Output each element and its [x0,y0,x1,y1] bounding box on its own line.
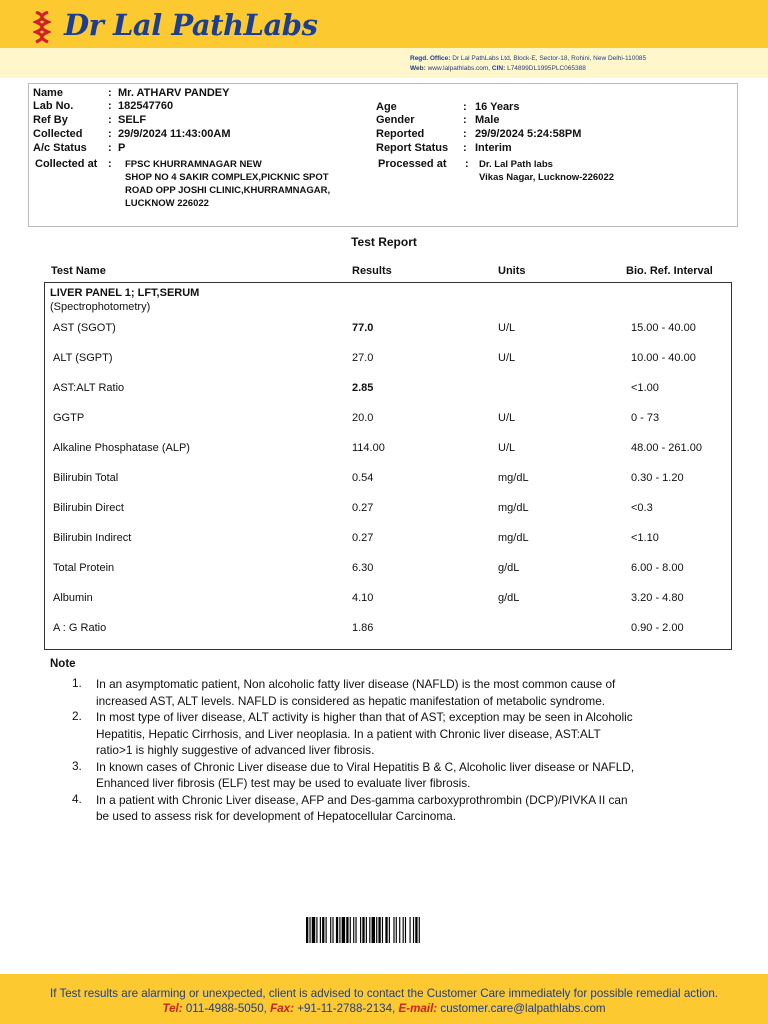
test-name: Bilirubin Indirect [53,532,132,544]
test-ref-interval: 48.00 - 261.00 [631,442,702,454]
test-result: 77.0 [352,322,374,334]
test-result: 0.27 [352,502,374,514]
test-ref-interval: 0.90 - 2.00 [631,622,684,634]
tel-value: 011-4988-5050, [185,1002,267,1015]
note-text-line: In known cases of Chronic Liver disease due to Viral Hepatitis B & C, Alcoholic liver disease or NAFLD, [96,759,635,774]
test-ref-interval: 0.30 - 1.20 [631,472,684,484]
note-title: Note [50,658,76,670]
reported-datetime: 29/9/2024 5:24:58PM [475,128,582,140]
reported-label: Reported [376,128,425,140]
footer-contact [0,1002,768,1015]
test-result: 6.30 [352,562,374,574]
note-number: 4. [72,791,82,806]
results-table [44,282,732,650]
ref-by: SELF [118,114,147,126]
brand-logo-text: Dr Lal PathLabs [64,8,318,42]
acstatus-label: A/c Status [33,142,87,154]
footer-advisory: If Test results are alarming or unexpected, client is advised to contact the Customer Care immediately for possible remedial action. [49,987,719,1000]
age-value: 16 Years [475,101,520,113]
collected-at-line: SHOP NO 4 SAKIR COMPLEX,PICKNIC SPOT [125,172,329,183]
col-header-test-name: Test Name [51,265,106,277]
dna-logo-icon [33,11,51,45]
test-unit: U/L [498,352,516,364]
colon: : [463,114,467,126]
test-name: A : G Ratio [53,622,107,634]
colon: : [463,142,467,154]
processed-at-line: Dr. Lal Path labs [479,159,553,170]
test-ref-interval: 15.00 - 40.00 [631,322,696,334]
lab-number: 182547760 [118,100,174,112]
note-text-line: In an asymptomatic patient, Non alcoholic fatty liver disease (NAFLD) is the most common cause of [96,677,616,691]
test-name: AST:ALT Ratio [53,382,125,394]
test-unit: mg/dL [498,472,529,484]
gender-label: Gender [376,114,415,126]
collected-at-line: ROAD OPP JOSHI CLINIC,KHURRAMNAGAR, [125,185,331,196]
test-unit: U/L [498,412,516,424]
colon: : [463,101,467,113]
labno-label: Lab No. [33,100,74,112]
test-unit: g/dL [498,592,520,604]
test-name: Bilirubin Direct [53,502,124,514]
colon: : [108,87,112,99]
test-ref-interval: 3.20 - 4.80 [631,592,684,604]
report-title: Test Report [351,235,417,249]
email-value: customer.care@lalpathlabs.com [440,1002,606,1015]
test-result: 0.27 [352,532,374,544]
test-result: 114.00 [352,442,385,454]
registered-office: Regd. Office: Dr Lal PathLabs Ltd, Block-E, Sector-18, Rohini, New Delhi-110085 Web: www.lalpathlabs.com, CIN: L74899DL1995PLC065388 [410,55,647,72]
test-name: GGTP [53,412,85,424]
note-text-line: ratio>1 is highly suggestive of advanced liver fibrosis. [96,743,375,757]
test-unit: mg/dL [498,532,529,544]
test-ref-interval: 10.00 - 40.00 [631,352,696,364]
test-name: Albumin [53,592,93,604]
col-header-ref-interval: Bio. Ref. Interval [626,265,713,277]
note-text-line: Hepatitis, Hepatic Cirrhosis, and Liver neoplasia. In a patient with Chronic liver disease, AST:ALT [96,726,601,741]
fax-value: +91-11-2788-2134, [297,1002,396,1015]
colon: : [465,158,469,170]
test-name: Alkaline Phosphatase (ALP) [53,442,190,454]
colon: : [463,128,467,140]
note-text-line: increased AST, ALT levels. NAFLD is considered as hepatic manifestation of metabolic syndrome. [96,693,606,708]
test-unit: g/dL [498,562,520,574]
report-status: Interim [475,142,512,154]
col-header-results: Results [352,265,392,277]
test-ref-interval: <1.10 [631,532,659,544]
test-result: 27.0 [352,352,374,364]
note-text-line: be used to assess risk for development of Hepatocellular Carcinoma. [96,809,456,823]
test-ref-interval: <1.00 [631,382,659,394]
test-ref-interval: 6.00 - 8.00 [631,562,684,574]
note-text-line: In most type of liver disease, ALT activity is higher than that of AST; exception may be seen in Alcoholic [96,710,633,724]
collectedat-label: Collected at [35,158,98,170]
test-ref-interval: <0.3 [631,502,653,514]
test-name: Total Protein [53,562,115,574]
colon: : [108,100,112,112]
test-unit: mg/dL [498,502,529,514]
test-name: Bilirubin Total [53,472,119,484]
note-text-line: Enhanced liver fibrosis (ELF) test may be used to evaluate liver fibrosis. [96,776,471,790]
test-result: 4.10 [352,592,374,604]
panel-method: (Spectrophotometry) [50,301,151,313]
test-unit: U/L [498,442,516,454]
colon: : [108,128,112,140]
patient-name: Mr. ATHARV PANDEY [118,87,230,99]
collected-at-line: FPSC KHURRAMNAGAR NEW [125,159,262,170]
name-label: Name [33,87,63,99]
test-result: 2.85 [352,382,374,394]
gender-value: Male [475,114,500,126]
colon: : [108,114,112,126]
note-number: 2. [72,709,82,723]
collected-at-line: LUCKNOW 226022 [125,198,209,209]
test-name: AST (SGOT) [53,322,116,334]
note-number: 1. [72,676,82,690]
test-result: 20.0 [352,412,374,424]
collected-datetime: 29/9/2024 11:43:00AM [118,128,231,140]
note-text-line: In a patient with Chronic Liver disease, AFP and Des-gamma carboxyprothrombin (DCP)/PIVKA II can [96,792,628,807]
email-label: E-mail: [398,1002,438,1015]
panel-title: LIVER PANEL 1; LFT,SERUM [50,287,200,299]
header-subband [0,48,768,78]
col-header-units: Units [498,265,526,277]
test-result: 0.54 [352,472,374,484]
colon: : [108,158,112,170]
ac-status: P [118,142,126,154]
collected-label: Collected [33,128,83,140]
fax-label: Fax: [270,1002,294,1015]
test-result: 1.86 [352,622,374,634]
refby-label: Ref By [33,114,68,126]
test-ref-interval: 0 - 73 [631,412,660,424]
tel-label: Tel: [162,1002,183,1015]
barcode [306,917,471,943]
test-name: ALT (SGPT) [53,352,113,364]
test-unit: U/L [498,322,516,334]
age-label: Age [376,101,397,113]
colon: : [108,142,112,154]
processedat-label: Processed at [378,158,447,170]
reportstatus-label: Report Status [376,142,449,154]
note-number: 3. [72,758,82,773]
processed-at-line: Vikas Nagar, Lucknow-226022 [479,172,615,183]
